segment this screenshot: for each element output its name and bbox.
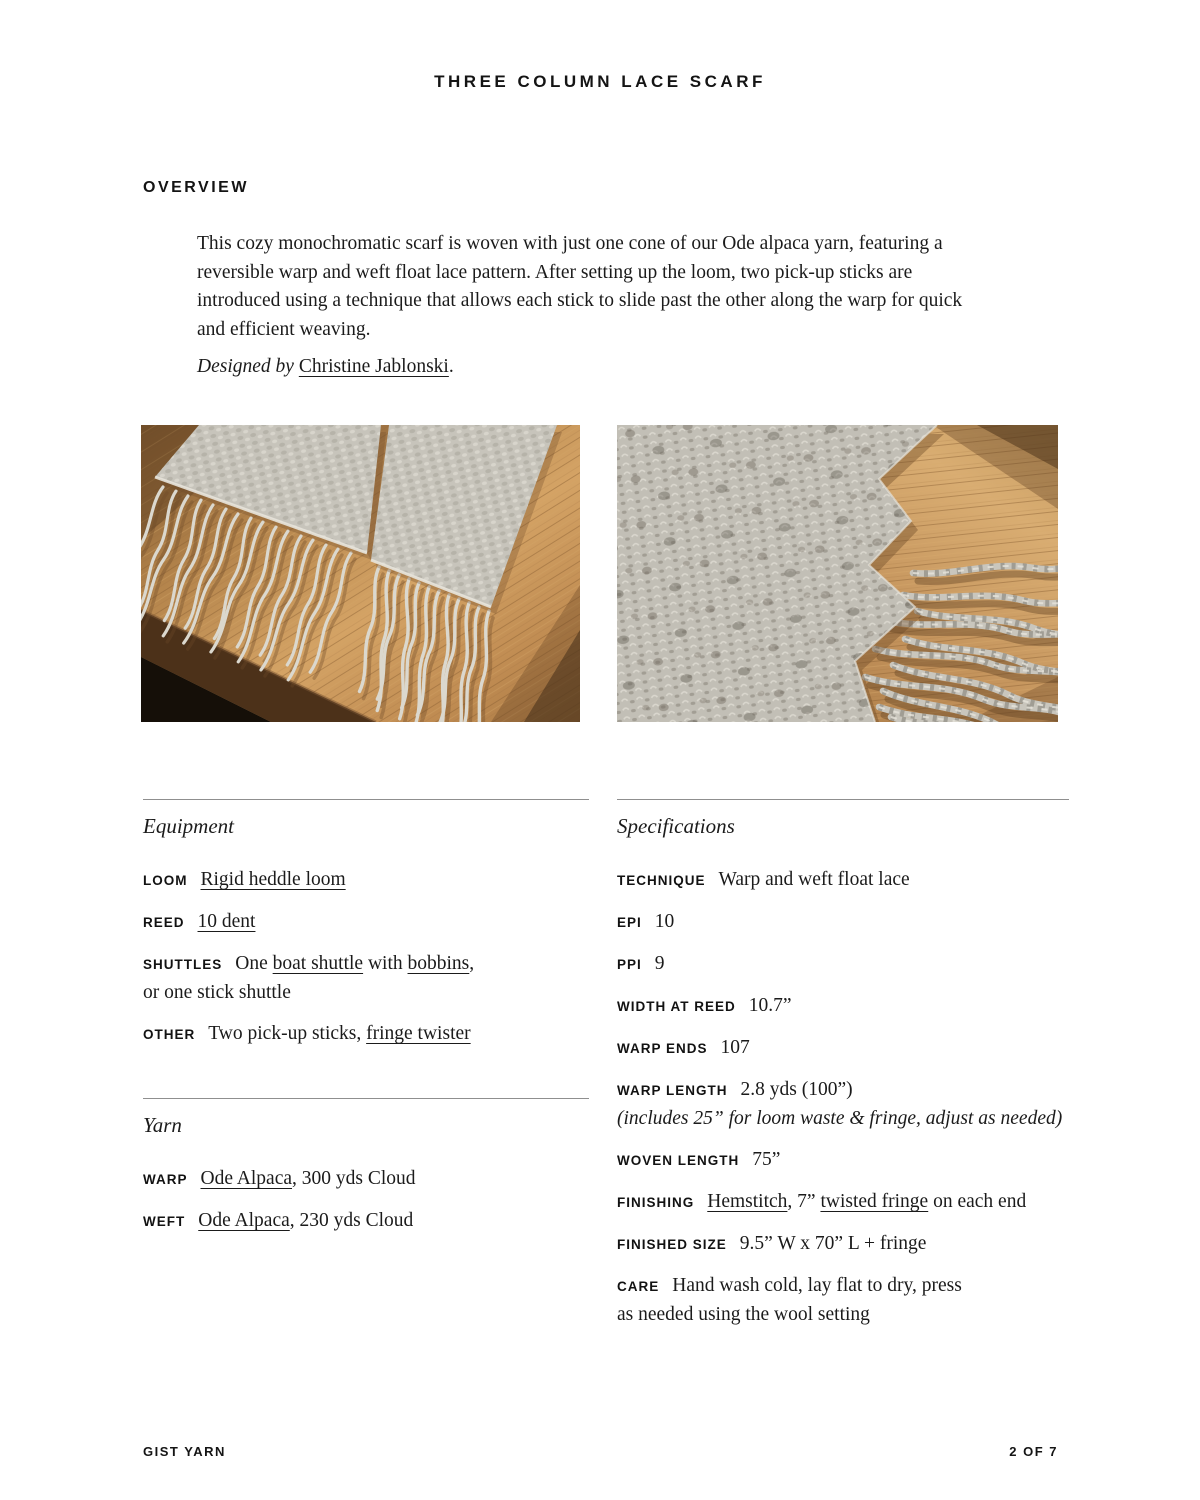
footer-page-number: 2 OF 7 (1009, 1444, 1058, 1459)
finishing-text: , 7” (787, 1191, 821, 1212)
spec-item-epi (617, 908, 1069, 937)
fringe-twister-link[interactable]: fringe twister (366, 1023, 471, 1044)
width-at-reed-value: 10.7” (748, 995, 792, 1016)
equipment-section (143, 799, 589, 1062)
equipment-item-reed (143, 908, 589, 937)
designed-by-prefix: Designed by (197, 356, 294, 377)
finished-size-label: FINISHED SIZE (617, 1237, 727, 1252)
shuttles-text-line2: or one stick shuttle (143, 982, 291, 1003)
warp-length-value: 2.8 yds (100”) (740, 1079, 853, 1100)
equipment-item-other (143, 1020, 589, 1049)
spec-item-finishing (617, 1188, 1069, 1217)
overview-paragraph: This cozy monochromatic scarf is woven with just one cone of our Ode alpaca yarn, featuring a reversible warp and weft float lace pattern. After setting up the loom, two pick-up sticks are introduced using a technique that allows each stick to slide past the other along the warp for quick and efficient weaving. (197, 233, 963, 340)
care-text-line1: Hand wash cold, lay flat to dry, press (672, 1275, 962, 1296)
shuttles-text: One (235, 953, 273, 974)
other-label: OTHER (143, 1027, 196, 1042)
shuttles-label: SHUTTLES (143, 957, 223, 972)
spec-item-ppi (617, 950, 1069, 979)
warp-label: WARP (143, 1172, 188, 1187)
yarn-item-warp (143, 1165, 589, 1194)
specifications-divider (617, 799, 1069, 800)
reed-label: REED (143, 915, 185, 930)
warp-text: , 300 yds Cloud (292, 1168, 416, 1189)
spec-item-warp-length (617, 1076, 1069, 1133)
yarn-heading: Yarn (143, 1113, 182, 1137)
spec-item-width-at-reed (617, 992, 1069, 1021)
footer-brand: GIST YARN (143, 1444, 226, 1459)
warp-ends-label: WARP ENDS (617, 1041, 708, 1056)
technique-value: Warp and weft float lace (718, 869, 910, 890)
equipment-item-loom (143, 866, 589, 895)
loom-label: LOOM (143, 873, 188, 888)
care-text-line2: as needed using the wool setting (617, 1304, 870, 1325)
spec-item-care (617, 1272, 1069, 1329)
bobbins-link[interactable]: bobbins (407, 953, 470, 974)
weft-text: , 230 yds Cloud (289, 1210, 414, 1231)
warp-yarn-link[interactable]: Ode Alpaca (200, 1168, 293, 1189)
photo-scarf-on-table-svg (141, 425, 580, 722)
warp-length-label: WARP LENGTH (617, 1083, 728, 1098)
shuttles-text: , (469, 953, 475, 974)
warp-length-note: (includes 25” for loom waste & fringe, adjust as needed) (617, 1108, 1063, 1129)
specifications-heading: Specifications (617, 814, 735, 838)
ppi-value: 9 (654, 953, 665, 974)
equipment-heading: Equipment (143, 814, 234, 838)
width-at-reed-label: WIDTH AT REED (617, 999, 736, 1014)
finished-size-value: 9.5” W x 70” L + fringe (739, 1233, 927, 1254)
spec-item-warp-ends (617, 1034, 1069, 1063)
yarn-section (143, 1098, 589, 1249)
designed-by-line (197, 356, 454, 378)
woven-length-value: 75” (752, 1149, 781, 1170)
yarn-item-weft (143, 1207, 589, 1236)
designer-link[interactable]: Christine Jablonski (298, 356, 449, 377)
photo-scarf-closeup-svg (617, 425, 1058, 722)
spec-item-woven-length (617, 1146, 1069, 1175)
woven-length-label: WOVEN LENGTH (617, 1153, 740, 1168)
equipment-item-shuttles (143, 950, 589, 1007)
other-text: Two pick-up sticks, (208, 1023, 367, 1044)
warp-ends-value: 107 (720, 1037, 750, 1058)
spec-item-finished-size (617, 1230, 1069, 1259)
specifications-section (617, 799, 1069, 1342)
weft-label: WEFT (143, 1214, 186, 1229)
overview-heading: OVERVIEW (143, 179, 249, 196)
equipment-divider (143, 799, 589, 800)
finishing-text-2: on each end (928, 1191, 1027, 1212)
twisted-fringe-link[interactable]: twisted fringe (820, 1191, 929, 1212)
technique-label: TECHNIQUE (617, 873, 706, 888)
epi-label: EPI (617, 915, 642, 930)
finishing-label: FINISHING (617, 1195, 695, 1210)
yarn-divider (143, 1098, 589, 1099)
reed-link[interactable]: 10 dent (197, 911, 256, 932)
spec-item-technique (617, 866, 1069, 895)
photo-scarf-closeup (617, 425, 1058, 722)
photo-scarf-on-table (141, 425, 580, 722)
shuttles-text: with (363, 953, 408, 974)
care-label: CARE (617, 1279, 660, 1294)
weft-yarn-link[interactable]: Ode Alpaca (198, 1210, 290, 1231)
epi-value: 10 (654, 911, 675, 932)
page-title: THREE COLUMN LACE SCARF (434, 72, 766, 91)
ppi-label: PPI (617, 957, 642, 972)
boat-shuttle-link[interactable]: boat shuttle (272, 953, 364, 974)
hemstitch-link[interactable]: Hemstitch (707, 1191, 788, 1212)
loom-link[interactable]: Rigid heddle loom (200, 869, 346, 890)
page-footer (143, 1444, 1058, 1459)
designer-suffix: . (448, 356, 454, 377)
